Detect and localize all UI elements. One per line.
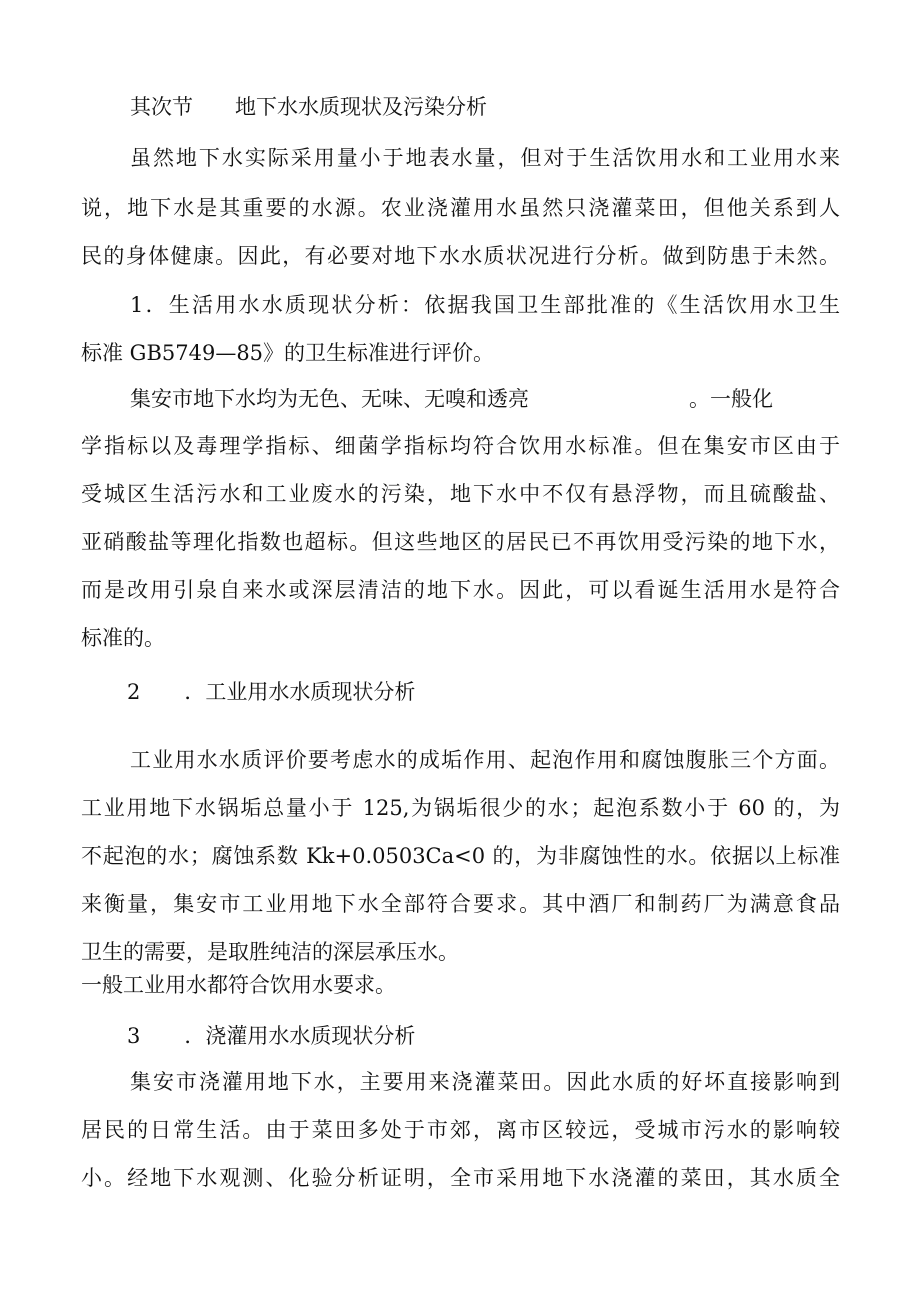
item-1-body-first-line	[130, 384, 773, 414]
item-1-body-line: 受城区生活污水和工业废水的污染，地下水中不仅有悬浮物，而且硫酸盐、	[81, 482, 840, 506]
item-2-body-line: 工业用水水质评价要考虑水的成垢作用、起泡作用和腐蚀腹胀三个方面。	[130, 748, 840, 772]
item-1-body-line: 学指标以及毒理学指标、细菌学指标均符合饮用水标准。但在集安市区由于	[81, 434, 840, 458]
item-1-body-first-tail: 。一般化	[689, 387, 773, 411]
item-1-body-line: 标准的。	[81, 626, 165, 650]
item-2-body-line: 一般工业用水都符合饮用水要求。	[81, 973, 396, 997]
item-1-body-line: 亚硝酸盐等理化指数也超标。但这些地区的居民已不再饮用受污染的地下水，	[81, 530, 840, 554]
item-2-heading	[127, 677, 415, 707]
section-heading-prefix: 其次节	[130, 95, 193, 119]
item-3-heading	[127, 1021, 415, 1051]
item-1-body-line: 而是改用引泉自来水或深层清洁的地下水。因此，可以看诞生活用水是符合	[81, 578, 840, 602]
item-3-number: 3	[127, 1024, 141, 1048]
paragraph-line: 民的身体健康。因此，有必要对地下水水质状况进行分析。做到防患于未然。	[81, 244, 840, 268]
section-heading-title: 地下水水质现状及污染分析	[235, 95, 487, 119]
item-1-line: 1．生活用水水质现状分析：依据我国卫生部批准的《生活饮用水卫生	[130, 293, 840, 317]
item-2-body-line: 卫生的需要，是取胜纯洁的深层承压水。	[81, 940, 459, 964]
item-3-body-line: 居民的日常生活。由于菜田多处于市郊，离市区较远，受城市污水的影响较	[81, 1118, 840, 1142]
item-2-body-line: 工业用地下水锅垢总量小于 125,为锅垢很少的水；起泡系数小于 60 的，为	[81, 796, 840, 820]
section-heading	[130, 92, 487, 122]
item-1-line: 标准 GB5749—85》的卫生标准进行评价。	[81, 341, 495, 365]
paragraph-line: 说，地下水是其重要的水源。农业浇灌用水虽然只浇灌菜田，但他关系到人	[81, 196, 840, 220]
item-3-title: ．浇灌用水水质现状分析	[184, 1024, 416, 1048]
item-1-body-first-part: 集安市地下水均为无色、无味、无嗅和透亮	[130, 387, 529, 411]
paragraph-line: 虽然地下水实际采用量小于地表水量，但对于生活饮用水和工业用水来	[130, 146, 840, 170]
item-3-body-line: 小。经地下水观测、化验分析证明，全市采用地下水浇灌的菜田，其水质全	[81, 1166, 840, 1190]
item-2-title: ．工业用水水质现状分析	[184, 680, 416, 704]
item-2-number: 2	[127, 680, 141, 704]
item-3-body-line: 集安市浇灌用地下水，主要用来浇灌菜田。因此水质的好坏直接影响到	[130, 1070, 840, 1094]
item-2-body-line: 来衡量，集安市工业用地下水全部符合要求。其中酒厂和制药厂为满意食品	[81, 892, 840, 916]
item-2-body-line: 不起泡的水；腐蚀系数 Kk+0.0503Ca<0 的，为非腐蚀性的水。依据以上标准	[81, 844, 840, 868]
